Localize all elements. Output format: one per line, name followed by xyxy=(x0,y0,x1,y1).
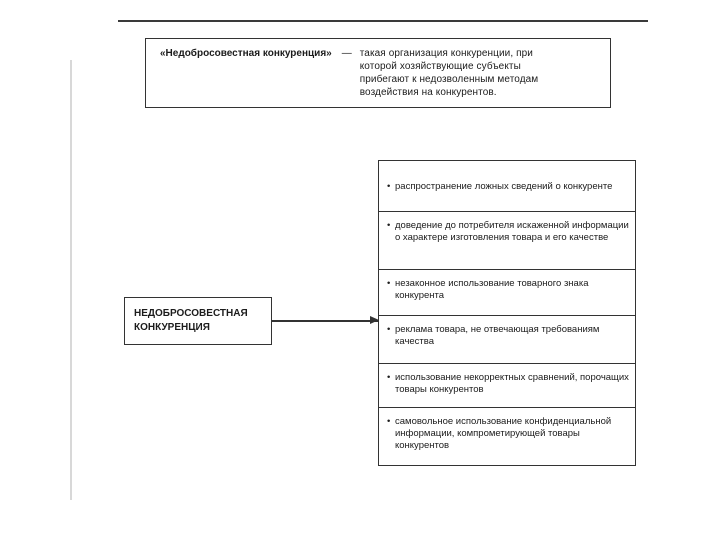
bullet-icon: • xyxy=(387,416,391,427)
list-item-text: незаконное использование товарного знака конкурента xyxy=(395,278,589,301)
list-item xyxy=(379,316,635,364)
bullet-icon: • xyxy=(387,181,391,192)
list-item-text: реклама товара, не отвечающая требованиям качества xyxy=(395,324,600,347)
bullet-icon: • xyxy=(387,278,391,289)
definition-text: такая организация конкуренции, при которой хозяйствующие субъекты прибегают к недозволенным методам воздействия на конкурентов. xyxy=(359,48,539,98)
bullet-icon: • xyxy=(387,220,391,231)
unfair-competition-box: НЕДОБРОСОВЕСТНАЯ КОНКУРЕНЦИЯ xyxy=(124,297,272,345)
scan-edge xyxy=(70,60,72,500)
list-item xyxy=(379,364,635,408)
list-item-text: использование некорректных сравнений, порочащих товары конкурентов xyxy=(395,372,629,395)
bullet-icon: • xyxy=(387,324,391,335)
list-item xyxy=(379,161,635,212)
definition-dash: — xyxy=(341,48,352,59)
top-rule xyxy=(118,20,648,22)
connector-arrow xyxy=(272,320,378,322)
list-item xyxy=(379,212,635,270)
list-item xyxy=(379,408,635,465)
definition-box xyxy=(145,38,611,108)
definition-term: «Недобросовестная конкуренция» xyxy=(160,48,332,59)
list-item-text: доведение до потребителя искаженной информации о характере изготовления товара и его качестве xyxy=(395,220,629,243)
list-item-text: самовольное использование конфиденциальной информации, компрометирующей товары конкурентов xyxy=(395,416,612,451)
list-item-text: распространение ложных сведений о конкуренте xyxy=(395,181,613,192)
forms-list xyxy=(378,160,636,466)
list-item xyxy=(379,270,635,316)
bullet-icon: • xyxy=(387,372,391,383)
